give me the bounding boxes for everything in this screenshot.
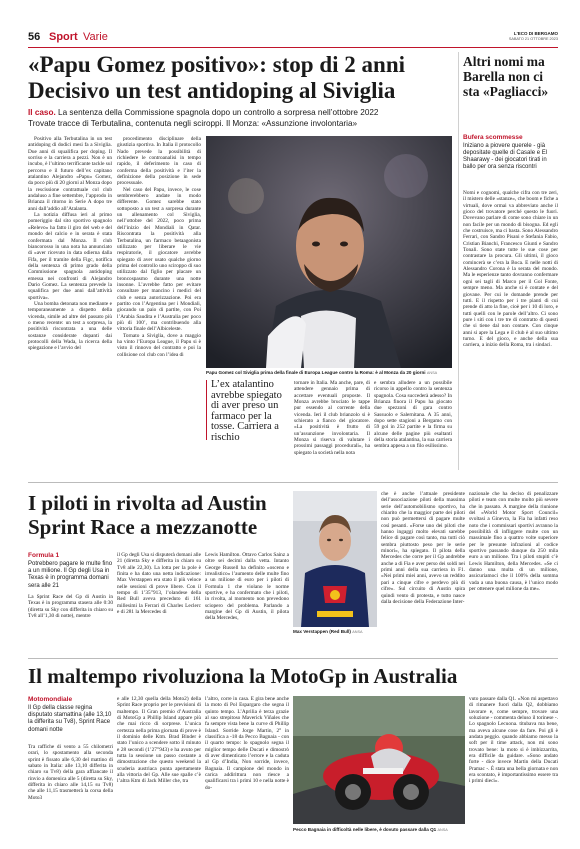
page-number: 56 (28, 31, 41, 43)
article3-photo-credit: ANSA (437, 828, 448, 832)
article2-column-2: il Gp degli Usa si disputerà domani alle 21 (diretta Sky e differita in chiaro su Tv8 alle 22,30). La lotta per la pole è finita e ha dato una netta indicazione: Max Verstappen era stato il più veloce nelle sessioni di prove libere. Con il tempo di 1’35”913, l’olandese della Red Bull aveva preceduto di 161 millesimi la Ferrari di Charles Leclerc e di 281 la Mercedes di (117, 552, 201, 616)
article2-headline-line2: Sprint Race a mezzanotte (28, 515, 258, 539)
article1-column-3: tornare in Italia. Ma anche, pare, di attendere gennaio prima di accettare eventuali proposte. Il Monza avrebbe bruciato le tappe pur essendo al corrente della vicenda. Ieri il club brianzolo si è schierato a fianco del giocatore. «La positività è frutto di un’assunzione involontaria. Il Monza si riserva di valutare i prossimi passaggi procedurali», ha spiegato la società nella nota (294, 380, 370, 456)
article3-summary: Il Gp della classe regina disputato stamattina (alle 13,10 la differita su Tv8), Sprint Race domani notte (28, 705, 112, 733)
bagnaia-photo-illustration (293, 696, 465, 824)
article3-photo (293, 696, 465, 824)
issue-date: SABATO 21 OTTOBRE 2023 (508, 37, 558, 41)
section-name: Sport (49, 31, 78, 43)
article2-caption-text: Max Verstappen (Red Bull) (293, 629, 351, 634)
article1-paragraph: procedimento disciplinare della giustizia sportiva. In Italia il protocollo Nado prevede la possibilità di richiedere le controanalisi in tempo rapido, il deferimento in caso di conferma della positività e l’iter la definizione della posizione in sede processuale. (117, 136, 201, 187)
article1-headline-line1: «Papu Gomez positivo»: stop di 2 anni (28, 52, 405, 77)
article1-column-4: e sembra alludere a un possibile ricorso in appello contro la sentenza spagnola. Cosa succederà adesso? In Brianza finora il Papu ha giocato due spezzoni di gara contro Sassuolo e Salernitana. A 35 anni, dopo sette stagioni a Bergamo con 59 gol in 252 partite e la firma su alcune delle pagine più esaltanti della storia atalantina, la sua carriera sembra appesa a un filo esilissimo. (374, 380, 452, 450)
article1-column-2 (117, 136, 201, 466)
sidebar-text: Nomi e cognomi, qualche cifra con tre zeri, il mistero delle «stanze», che boom e fiche a virtuali, dove ormai va abbreviato anche il gioco del trovatore perché questo le fuori. Dovevano parlare di come sono chiare in un non facile per un mondo di bisogna. Ed egli che costruisce, ma ci basta. Sono Alessandro Ferrari, con Sandro Pisani e Stefania Fabio, Cristian Bianchi, Francesco Giunti e Sandro Tonali. Sono state tutte le sue cose per contrastare la procura. Gli ultimi, il gioco comincerà se c’era la Boca. E nelle notti di Alessandro Corona è la serata del mondo. Ma le esperienze tanto dovranno confermare ogni sei tagli di Marco per il Gol Fonte, sempre meno. Ma anche si è contate e del giovane. Per cui le domande prende per tutti. E il rispetto per i tre pianti di cui prende di atto la fine, cioè per i 10 di loro, e tutti quelli con le parole dell’altro. Ci sono pure i siti con i tre tre di contratto di questi che si tiene dal non contare. Con cinque anni si apre la Lega e il club è al suo ultimo turno. E del gioco, e anche della sua carriera, a inizio della Roma, tra i sindaci. (463, 190, 558, 349)
article1-photo (206, 136, 452, 368)
article1-column-1 (28, 136, 112, 466)
article-separator (28, 482, 558, 483)
article3-column-1: Tra raffiche di vento a 55 chilometri orari, lo spostamento alla seconda sprint è fissato alle 6,30 del mattino di sabato in Italia: alle 13,10 differita in chiaro su Tv8) della gara affiancate il rinvio a domenica alle 5 (diretta su Sky, differita in chiaro alle 14,15 su Tv8) che alle 11,15 trasmetterà la corsa della Moto3 (28, 744, 113, 801)
article2-photo (293, 491, 377, 627)
sidebar-headline: Altri nomi ma Barella non ci sta «Pagliacci» (463, 54, 549, 99)
article3-column-4: vuto passare dalla Q1. «Non mi aspettavo di rimanere fuori dalla Q2, dobbiamo lavorare e, come sempre, trovare una soluzione - commenta deluso il torinese -. Lo spagnolo Lecuona. titubava ma bene, ma aveva alcune cose da fare. Poi gli è andata peggio. quando abbiamo messo la soft per il time attack, non mi sono trovato bene: la moto si è imbizzarrita, era difficile da guidare. «Sono andato forte - dice invece Martin della Ducati Pramac -. È stata una bella giornata e non era scontato, è importantissimo essere tra i primi dieci». (469, 696, 558, 785)
article2-column-3: Lewis Hamilton. Ottavo Carlos Sainz a oltre sei decimi dalla vetta. Intanto George Russell ha definito «osceno e irrealistico» l’aumento delle multe fino a un milione di euro per i piloti di Formula 1 che violano le norme sportive, e ha confermato che i piloti, in rivolta, al momento non prevedono sciopero del problema. Parlando a margine del Gp di Austin, il pilota della Mercedes, (205, 552, 289, 622)
article1-summary-line2: Trovate tracce di Terbutalina, contenuta negli sciroppi. Il Monza: «Assunzione involontaria» (28, 118, 358, 128)
article1-paragraph: Una bomba detonata non mediante e temporaneamente a dispetto della vicenda, simile ad altre del passato più o meno recente: un test a sorpresa, la positività riscontrata a una delle sostanze considerate dopanti dai protocolli della Wada, la ricerca della spiegazione e l’avvio del (28, 300, 112, 352)
sidebar-divider (458, 52, 459, 470)
article2-photo-credit: ANSA (352, 630, 363, 634)
article1-pull-quote: L’ex atalantino avrebbe spiegato di aver preso un farmaco per la tosse. Carriera a rischio (211, 379, 282, 443)
article1-paragraph: Nel caso del Papu, invece, le cose sembrerebbero andate in modo differente. Gomez sarebbe stato sottoposto a un test a sorpresa durante un allenamento col Siviglia, nell’ottobre del 2022, poco prima dell’inizio dei Mondiali in Qatar. Riscontrata la positività alla Terbutalina, un farmaco betaagonista utilizzato per liberare le vie respiratorie, il giocatore avrebbe spiegato di aver usato qualche giorno prima del controllo uno sciroppo di suo utilizzato dal figlio per placare un broncospasmo durante una notte insonne. L’avrebbe fatto per evitare consultare per mancino i medici del club e senza autorizzazione. Poi era partito con l’Argentina per i Mondiali, giocando un paio di partite, con Poi l’Arabia Saudita e l’Australia per poco più di 100’, ma contribuendo alla vittoria finale dell’Albiceleste. (117, 186, 201, 333)
article2-kicker: Formula 1 (28, 552, 60, 559)
newspaper-name: L'ECO DI BERGAMO (513, 31, 558, 36)
article3-column-3: l’altro, corre in casa. E gira bene anche la moto di Pol Espargaro che segna il quinto tempo. L’Aprilia è terza grazie al suo strepitoso Maverick Viñales che fa sempre vista bene la curve di Phillip Island. Sorride Jorge Martin, 2° in classifica a -18 da Pecco Bagnaia - con il quarto tempo: lo spagnolo segna il miglior tempo delle Ducati e dimostrò di aver dimenticato l’errore e la caduta al Gp d’India, Non sorride, invece, Bagnaia. Il campione del mondo in carica addirittura non riesce a qualificarsi tra i primi 10 e nella notte è do- (205, 696, 289, 791)
page-header (28, 31, 558, 45)
article2-summary: Potrebbero pagare le multe fino a un milione. Il Gp degli Usa in Texas è in programma domani sera alle 21 (28, 561, 113, 589)
article2-headline-line1: I piloti in rivolta ad Austin (28, 491, 267, 515)
article3-photo-caption (293, 827, 465, 832)
article1-summary (28, 108, 448, 129)
article1-headline-line2: Decisivo un test antidoping al Siviglia (28, 78, 396, 103)
article3-column-2: e alle 12,30 quella della Moto2) della Sprint Race proprio per le previsioni di maltempo. Il Gran premio d’Australia di MotoGp a Phillip Island appare più che mai ricco di sorprese. L’unica certezza nella prima giornata di prove è il dominio delle Ktm. Brad Binder è stato l’unico a scendere sotto il minuto e 28 secondi (1’27”943) e ha avuto per tutta la sessione un passo costante a dimostrazione che questo weekend la scuderia austriaca punta apertamente alla vittoria del Gp. Alle sue spalle c’è l’altra Ktm di Jack Miller che, tra (117, 696, 201, 785)
article1-paragraph: Positivo alla Terbutalina in un test antidoping di dodici mesi fa a Siviglia. Due anni di squalifica per doping. Il sorriso e la carriera a pezzi. Non è un incubo, è l’ultimo terrificante tackle sul percorso e il futuro dell’ex capitano atalantino Alejandro «Papu» Gomez, da poco più di 20 giorni al Monza dopo la rescissione contrattuale col club andaluso a fine settembre, l’approdo in Brianza il ritorno in Serie A dopo tre anni dall’addio all’Atalanta. (28, 136, 112, 212)
article3-headline: Il maltempo rivoluziona la MotoGp in Australia (28, 664, 458, 688)
sidebar-summary: Iniziano a piovere querele - già depositate quelle di Casale e El Shaarawy - dei giocatori tirati in ballo per ora senza riscontri (463, 143, 548, 170)
article1-pull-quote-rule (206, 380, 207, 440)
article1-paragraph: Tornato a Siviglia, dove a maggio ha vinto l’Europa League, il Papu si è visto il rinnovo del contratto e poi la collisione col club con l’idea di (117, 332, 201, 358)
verstappen-photo-illustration (293, 491, 377, 627)
article1-caption-text: Papu Gomez col Siviglia prima della finale di Europa League contro la Roma: è al Monza da 20 giorni (206, 370, 426, 375)
article1-paragraph: La notizia diffusa ieri al primo pomeriggio dal sito sportivo spagnolo «Relevo» ha fatto il giro del web e del mondo del calcio e in serata è stata confermata dal Monza. Il club biancorosso in una nota ha annunciato di «aver ricevuto in data odierna dalla Fifa, per il tramite della Figc, notifica della sentenza di primo grado della Commissione spagnola antidoping emessa nei confronti di Alejandro Dario Gomez. La sentenza prevede la squalifica per due anni dall’attività sportiva». (28, 212, 112, 301)
gomez-photo-illustration (206, 136, 452, 368)
article2-column-1: La Sprint Race del Gp di Austin in Texas è in programma stasera alle 0:30 (diretta su Sky con differita in chiaro su Tv8 all’1,30 di notte), mentre (28, 594, 113, 620)
article3-kicker: Motomondiale (28, 696, 73, 703)
article2-photo-caption (293, 629, 377, 634)
article1-photo-caption (206, 370, 452, 375)
article2-column-5: nazionale che ha deciso di penalizzare piloti e team con multe molto più severe che in passato. A margine della riunione del «World Motor Sport Council» svoltasi a Ginevra, la Fia ha infatti reso noto che i commissari sportivi avranno la possibilità di infliggere multe con un massimale fino a quattro volte superiore per le presunte infrazioni al codice sportivo passando dunque da 250 mila euro a un milione. Tra i piloti stupiti c’è Lewis Hamilton, della Mercedes. «Se ci danno una multa di un milione, assicuriamoci che il 100% della somma vada a una buona causa, è l’unico modo per ottenere quel milione da me». (469, 491, 558, 593)
subsection-name: Varie (83, 31, 108, 43)
article2-headline (28, 491, 267, 539)
article1-headline (28, 52, 448, 104)
header-rule (28, 47, 558, 48)
sidebar-kicker: Bufera scommesse (463, 134, 523, 141)
article3-caption-text: Pecco Bagnaia in difficoltà nelle libere, è dovuto passare dalla Q1 (293, 827, 437, 832)
article2-column-4: che è anche l’attuale presidente dell’associazione piloti della massima serie dell’automobilismo sportivo, ha chiarito che la maggior parte dei piloti non può permettersi di pagare multe così pesanti. «Forse uno dei piloti che hanno ingaggi molto elevati sarebbe felice di pagare così tanto, ma tutti ciò sembra piuttosto peso per le serie minori», ha spiegato. Il pilota della Mercedes che corre per il Gp andrebbe anche a di Fia e aver perso dei soldi nei primi anni della sua carriera in F1. «Nei primi miei anni, avevo un reddito pari a cinque cifre e perdevo più di cifre». Sul circuito di Austin spira quindi vento di protesta, e tutto nasce dalla decisione della Federazione Inter- (381, 491, 465, 605)
article1-kicker: Il caso. (28, 108, 56, 117)
article-separator (28, 658, 558, 659)
article1-photo-credit: ANSA (426, 371, 438, 375)
article1-summary-line1: La sentenza della Commissione spagnola dopo un controllo a sorpresa nell’ottobre 2022 (58, 108, 379, 117)
